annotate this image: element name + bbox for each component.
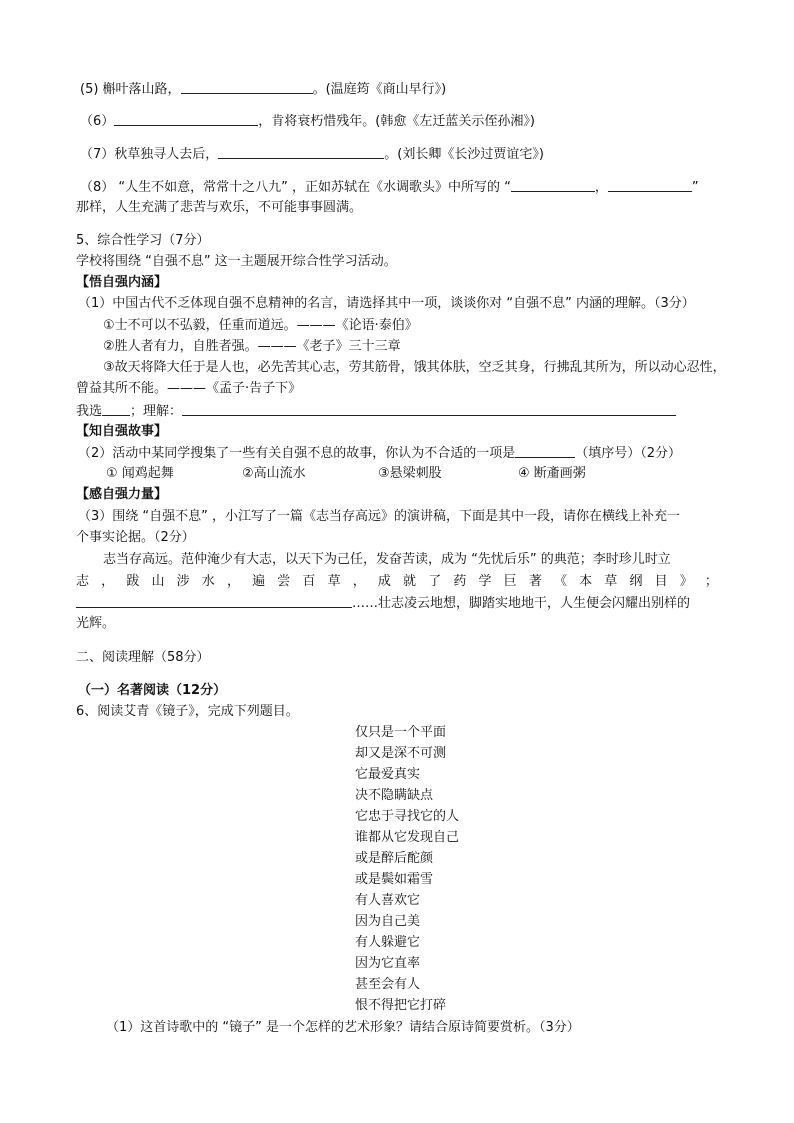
question-line-6 bbox=[80, 112, 535, 130]
speech-char: 药 bbox=[453, 574, 467, 589]
question-line-5 bbox=[80, 80, 446, 98]
story-option: ① 闻鸡起舞 bbox=[106, 466, 174, 481]
story-option: ④ 断齑画粥 bbox=[518, 466, 586, 481]
story-option: ③悬梁刺股 bbox=[378, 466, 442, 481]
quote-option: ②胜人者有力，自胜者强。———《老子》三十三章 bbox=[103, 339, 401, 354]
speech-char: 草 bbox=[604, 574, 618, 589]
poem-line: 恨不得把它打碎 bbox=[355, 998, 447, 1013]
speech-char: 遍 bbox=[252, 574, 266, 589]
question-line-8 bbox=[80, 178, 699, 196]
speech-char: 纲 bbox=[629, 574, 643, 589]
speech-paragraph: 志当存高远。范仲淹少有大志，以天下为己任，发奋苦读，成为 “先忧后乐” 的典范；李时珍儿时立 bbox=[103, 552, 671, 567]
line-text: （8） “人生不如意，常常十之八九” ，正如苏轼在《水调歌头》中所写的 “ bbox=[80, 180, 511, 195]
line-text: （7）秋草独寻人去后， bbox=[80, 147, 219, 162]
speech-end: 光辉。 bbox=[76, 616, 116, 631]
poem-line: 甚至会有人 bbox=[355, 977, 421, 992]
speech-char: 山 bbox=[151, 574, 165, 589]
speech-char: 尝 bbox=[277, 574, 291, 589]
speech-char: 水 bbox=[201, 574, 215, 589]
choice-blank[interactable] bbox=[102, 402, 130, 416]
story-option: ②高山流水 bbox=[242, 466, 306, 481]
poem-line: 因为自己美 bbox=[355, 914, 421, 929]
line-text: ，肯将衰朽惜残年。(韩愈《左迁蓝关示侄孙湘》) bbox=[258, 114, 535, 129]
speech-char: 学 bbox=[478, 574, 492, 589]
answer-blank[interactable] bbox=[515, 444, 575, 458]
speech-justified-line bbox=[76, 573, 718, 590]
poem-line: 决不隐瞒缺点 bbox=[355, 788, 434, 803]
speech-char: ， bbox=[101, 574, 115, 589]
poem-line: 仅只是一个平面 bbox=[355, 725, 447, 740]
line-source: 。(温庭筠《商山早行》) bbox=[312, 82, 447, 97]
question-text: （1）这首诗歌中的 “镜子” 是一个怎样的艺术形象？请结合原诗简要赏析。（3分） bbox=[106, 1020, 580, 1035]
subsection-heading: 【感自强力量】 bbox=[76, 487, 168, 502]
speech-line bbox=[76, 594, 690, 612]
answer-blank[interactable] bbox=[76, 594, 352, 608]
poem-line: 有人喜欢它 bbox=[355, 893, 421, 908]
line-source: 。(刘长卿《长沙过贾谊宅》) bbox=[384, 147, 544, 162]
answer-blank[interactable] bbox=[608, 178, 692, 192]
question-line-7 bbox=[80, 145, 544, 163]
speech-char: 就 bbox=[403, 574, 417, 589]
question-line-8-cont: 那样，人生充满了悲苦与欢乐，不可能事事圆满。 bbox=[76, 200, 363, 215]
answer-blank[interactable] bbox=[114, 112, 258, 126]
question-tail: （填序号）（2分） bbox=[575, 446, 682, 461]
speech-char: 跋 bbox=[126, 574, 140, 589]
speech-char: 巨 bbox=[503, 574, 517, 589]
line-prefix: （6） bbox=[80, 114, 115, 129]
answer-blank[interactable] bbox=[181, 80, 313, 94]
part-title: 二、阅读理解（58分） bbox=[76, 650, 210, 665]
quote-option: ③故天将降大任于是人也，必先苦其心志，劳其筋骨，饿其体肤，空乏其身，行拂乱其所为，所以动心忍性， bbox=[103, 360, 726, 375]
subsection-heading: 【知自强故事】 bbox=[76, 424, 168, 439]
speech-char: 草 bbox=[327, 574, 341, 589]
quote-option-cont: 曾益其所不能。———《孟子·告子下》 bbox=[76, 381, 302, 396]
speech-char: 涉 bbox=[176, 574, 190, 589]
speech-char: 著 bbox=[528, 574, 542, 589]
question-text bbox=[78, 444, 681, 462]
answer-blank[interactable] bbox=[511, 178, 595, 192]
speech-char: ； bbox=[704, 574, 718, 589]
section-intro: 学校将围绕 “自强不息” 这一主题展开综合性学习活动。 bbox=[76, 254, 397, 269]
speech-char: ， bbox=[352, 574, 366, 589]
speech-char: 成 bbox=[377, 574, 391, 589]
speech-char: 本 bbox=[579, 574, 593, 589]
poem-line: 却又是深不可测 bbox=[355, 746, 447, 761]
poem-line: 或是鬓如霜雪 bbox=[355, 872, 434, 887]
speech-char: 》 bbox=[679, 574, 693, 589]
question-text: （3）围绕 “自强不息” ，小江写了一篇《志当存高远》的演讲稿，下面是其中一段，请你在横线上补充一 bbox=[78, 509, 681, 524]
subpart-title: （一）名著阅读（12分） bbox=[78, 683, 227, 698]
poem-line: 它忠于寻找它的人 bbox=[355, 809, 460, 824]
speech-text: ……壮志凌云地想，脚踏实地地干，人生便会闪耀出别样的 bbox=[352, 596, 691, 611]
question-text: （1）中国古代不乏体现自强不息精神的名言，请选择其中一项，谈谈你对 “自强不息” 内涵的理解。（3分） bbox=[78, 296, 695, 311]
speech-char: 志 bbox=[76, 574, 90, 589]
question-stem: （2）活动中某同学搜集了一些有关自强不息的故事，你认为不合适的一项是 bbox=[78, 446, 516, 461]
question-title: 6、阅读艾青《镜子》，完成下列题目。 bbox=[76, 704, 299, 719]
line-text: (5) 槲叶落山路， bbox=[80, 82, 181, 97]
answer-blank[interactable] bbox=[218, 145, 384, 159]
speech-char: ， bbox=[226, 574, 240, 589]
answer-line bbox=[76, 402, 676, 420]
poem-line: 有人躲避它 bbox=[355, 935, 421, 950]
poem-line: 谁都从它发现自己 bbox=[355, 830, 460, 845]
close-quote: ” bbox=[691, 180, 699, 195]
comma: ， bbox=[594, 180, 608, 195]
poem-line: 它最爱真实 bbox=[355, 767, 421, 782]
choose-label: 我选 bbox=[76, 404, 103, 419]
speech-char: 目 bbox=[654, 574, 668, 589]
subsection-heading: 【悟自强内涵】 bbox=[76, 275, 168, 290]
speech-char: 了 bbox=[428, 574, 442, 589]
poem-line: 因为它直率 bbox=[355, 956, 421, 971]
poem-line: 或是醉后酡颜 bbox=[355, 851, 434, 866]
understanding-blank[interactable] bbox=[182, 402, 676, 416]
speech-char: 百 bbox=[302, 574, 316, 589]
section-title: 5、综合性学习（7分） bbox=[76, 233, 210, 248]
understand-label: ；理解： bbox=[130, 404, 183, 419]
speech-char: 《 bbox=[553, 574, 567, 589]
quote-option: ①士不可以不弘毅，任重而道远。———《论语·泰伯》 bbox=[103, 318, 418, 333]
question-text-cont: 个事实论据。（2分） bbox=[76, 530, 195, 545]
